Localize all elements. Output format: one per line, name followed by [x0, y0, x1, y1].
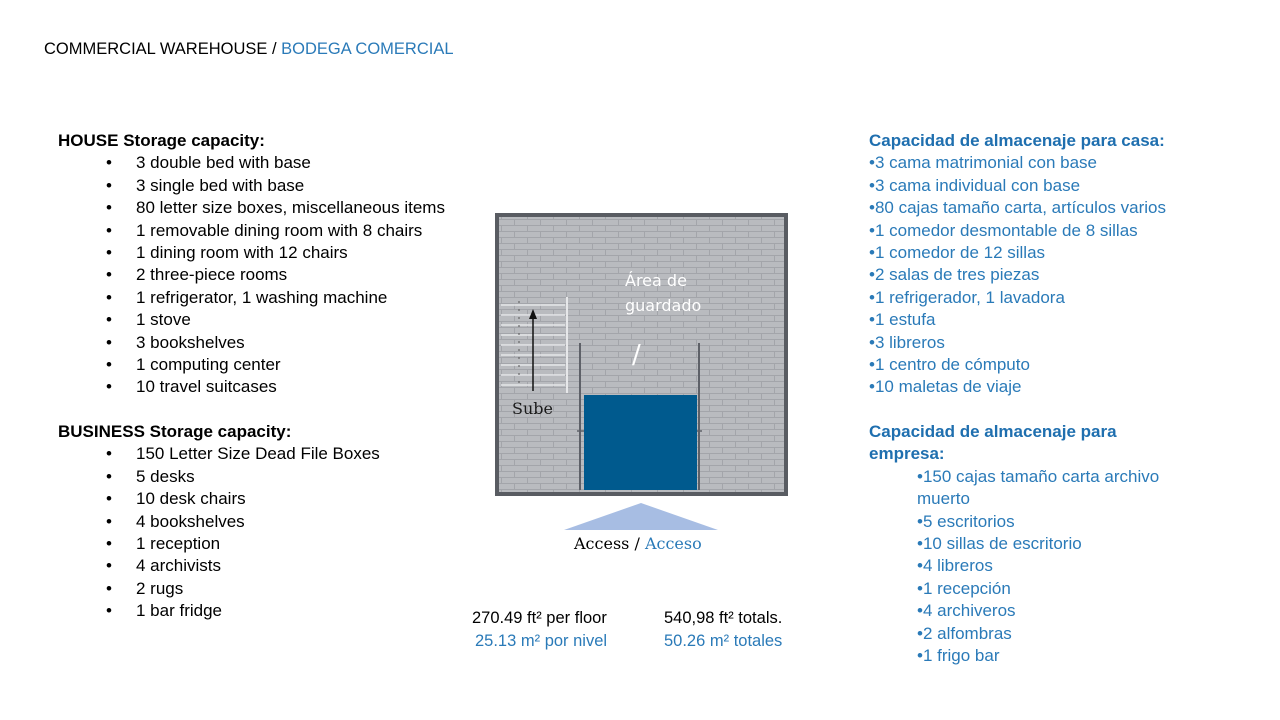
- list-item: •150 cajas tamaño carta archivo muerto: [917, 466, 1160, 509]
- spanish-capacity-column: [869, 130, 1229, 667]
- access-sep: /: [629, 534, 645, 553]
- list-item: •4 libreros: [917, 556, 993, 576]
- total-area: [664, 607, 782, 653]
- list-item: •1 comedor desmontable de 8 sillas: [869, 220, 1138, 240]
- business-heading-en: [58, 421, 458, 443]
- list-item: • 2 three-piece rooms: [58, 264, 458, 286]
- title-en: COMMERCIAL WAREHOUSE /: [44, 40, 282, 58]
- business-heading-rest: Storage capacity:: [144, 421, 292, 441]
- stairs-up-label: Sube: [512, 399, 553, 418]
- list-item: • 10 travel suitcases: [58, 376, 458, 398]
- list-item: •5 escritorios: [917, 511, 1015, 531]
- list-item: •3 cama individual con base: [869, 175, 1081, 195]
- warehouse-floor-plan: [495, 213, 788, 496]
- list-item: •1 estufa: [869, 310, 936, 330]
- title-es: BODEGA COMERCIAL: [281, 40, 454, 58]
- list-item: •1 centro de cómputo: [869, 355, 1030, 375]
- list-item: • 1 computing center: [58, 354, 458, 376]
- access-es: Acceso: [644, 534, 702, 553]
- total-es: 50.26 m² totales: [664, 632, 783, 650]
- list-item: •1 recepción: [917, 578, 1011, 598]
- business-list-en: [58, 443, 458, 622]
- list-item: • 10 desk chairs: [58, 488, 458, 510]
- house-heading-bold: HOUSE: [58, 131, 119, 150]
- house-heading-en: [58, 130, 458, 152]
- list-item: •1 frigo bar: [917, 645, 1000, 665]
- list-item: • 3 single bed with base: [58, 175, 458, 197]
- access-en: Access: [574, 534, 630, 553]
- list-item: •1 comedor de 12 sillas: [869, 243, 1046, 263]
- list-item: •3 libreros: [869, 332, 945, 352]
- list-item: •1 refrigerador, 1 lavadora: [869, 287, 1065, 307]
- storage-area-line1: Área de: [625, 271, 687, 290]
- slash-mark: /: [632, 340, 641, 370]
- house-heading-rest: Storage capacity:: [118, 131, 265, 150]
- list-item: • 1 stove: [58, 309, 458, 331]
- list-item: • 1 reception: [58, 533, 458, 555]
- list-item: •10 maletas de viaje: [869, 377, 1022, 397]
- house-heading-es: Capacidad de almacenaje para casa:: [869, 131, 1165, 150]
- house-list-en: [58, 152, 458, 398]
- list-item: •10 sillas de escritorio: [917, 533, 1082, 553]
- list-item: • 4 archivists: [58, 555, 458, 577]
- storage-area-label: [625, 268, 701, 318]
- list-item: • 3 double bed with base: [58, 152, 458, 174]
- list-item: • 80 letter size boxes, miscellaneous items: [58, 197, 458, 219]
- list-item: • 5 desks: [58, 466, 458, 488]
- total-en: 540,98 ft² totals.: [664, 609, 783, 627]
- storage-area-line2: guardado: [625, 296, 702, 315]
- list-item: •3 cama matrimonial con base: [869, 153, 1097, 173]
- floor-plan-drawing: [495, 213, 788, 496]
- page-title: [44, 40, 454, 59]
- per-floor-area: [472, 607, 607, 653]
- list-item: •2 salas de tres piezas: [869, 265, 1040, 285]
- english-capacity-column: [58, 130, 458, 623]
- list-item: • 1 refrigerator, 1 washing machine: [58, 287, 458, 309]
- business-heading-es-line2: empresa:: [869, 444, 945, 464]
- list-item: • 4 bookshelves: [58, 511, 458, 533]
- list-item: • 150 Letter Size Dead File Boxes: [58, 443, 458, 465]
- list-item: •4 archiveros: [917, 601, 1016, 621]
- list-item: • 3 bookshelves: [58, 332, 458, 354]
- list-item: • 1 dining room with 12 chairs: [58, 242, 458, 264]
- list-item: • 1 removable dining room with 8 chairs: [58, 220, 458, 242]
- list-item: •2 alfombras: [917, 623, 1012, 643]
- business-heading-es-line1: Capacidad de almacenaje para: [869, 421, 1117, 441]
- access-label: [574, 534, 702, 553]
- roll-up-door: [584, 395, 697, 490]
- business-heading-bold: BUSINESS: [58, 421, 145, 441]
- list-item: • 2 rugs: [58, 578, 458, 600]
- per-floor-es: 25.13 m² por nivel: [475, 632, 608, 650]
- list-item: •80 cajas tamaño carta, artículos varios: [869, 198, 1166, 218]
- list-item: • 1 bar fridge: [58, 600, 458, 622]
- per-floor-en: 270.49 ft² per floor: [472, 609, 607, 627]
- access-arrow-icon: [562, 502, 720, 532]
